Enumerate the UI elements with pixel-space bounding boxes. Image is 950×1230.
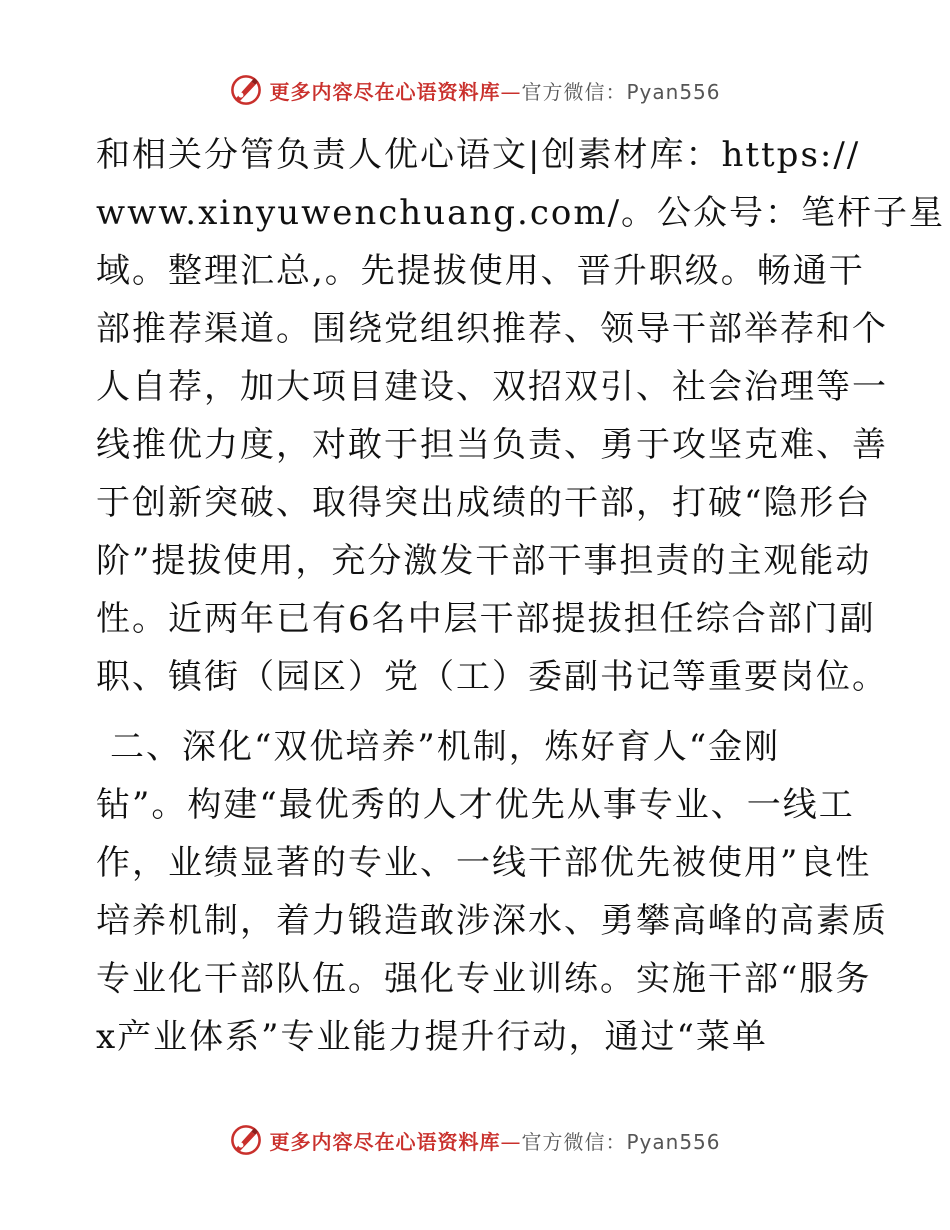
paragraph-gap (96, 706, 856, 718)
text-line: 性。近两年已有6名中层干部提拔担任综合部门副 (96, 599, 876, 639)
text-line: 域。整理汇总,。先提拔使用、晋升职级。畅通干 (96, 251, 865, 291)
text-line: 钻”。构建“最优秀的人才优先从事专业、一线工 (96, 785, 855, 825)
banner-text (269, 76, 720, 105)
paragraph-1 (96, 126, 946, 706)
text-line: 线推优力度，对敢于担当负责、勇于攻坚克难、善 (96, 425, 888, 465)
text-line: 专业化干部队伍。强化专业训练。实施干部“服务 (96, 959, 872, 999)
banner-sub-text: 官方微信： (521, 79, 627, 104)
text-line: 于创新突破、取得突出成绩的干部，打破“隐形台 (96, 483, 872, 523)
text-line: 和相关分管负责人优心语文|创素材库：https:// (96, 135, 861, 175)
document-body (96, 126, 946, 1066)
pen-logo-icon (229, 1123, 263, 1157)
banner-wechat-id: Pyan556 (626, 1129, 721, 1154)
text-line: 部推荐渠道。围绕党组织推荐、领导干部举荐和个 (96, 309, 888, 349)
text-line: 阶”提拔使用，充分激发干部干事担责的主观能动 (96, 541, 872, 581)
paragraph-2 (96, 718, 888, 1066)
text-line: 培养机制，着力锻造敢涉深水、勇攀高峰的高素质 (96, 901, 888, 941)
header-watermark-banner (0, 70, 950, 110)
banner-sub-text: 官方微信： (521, 1129, 627, 1154)
section-heading-line: 二、深化“双优培养”机制，炼好育人“金刚 (110, 727, 781, 767)
pen-logo-icon (229, 73, 263, 107)
banner-main-text: 更多内容尽在心语资料库 (269, 79, 501, 104)
banner-wechat-id: Pyan556 (626, 79, 721, 104)
text-line: 作，业绩显著的专业、一线干部优先被使用”良性 (96, 843, 872, 883)
text-line: 人自荐，加大项目建设、双招双引、社会治理等一 (96, 367, 888, 407)
banner-dash: — (500, 1129, 522, 1154)
text-line: 职、镇街（园区）党（工）委副书记等重要岗位。 (96, 657, 888, 697)
banner-text (269, 1126, 720, 1155)
footer-watermark-banner (0, 1120, 950, 1160)
banner-main-text: 更多内容尽在心语资料库 (269, 1129, 501, 1154)
banner-dash: — (500, 79, 522, 104)
text-line: x产业体系”专业能力提升行动，通过“菜单 (96, 1017, 768, 1057)
text-line: www.xinyuwenchuang.com/。公众号：笔杆子星 (96, 193, 946, 233)
